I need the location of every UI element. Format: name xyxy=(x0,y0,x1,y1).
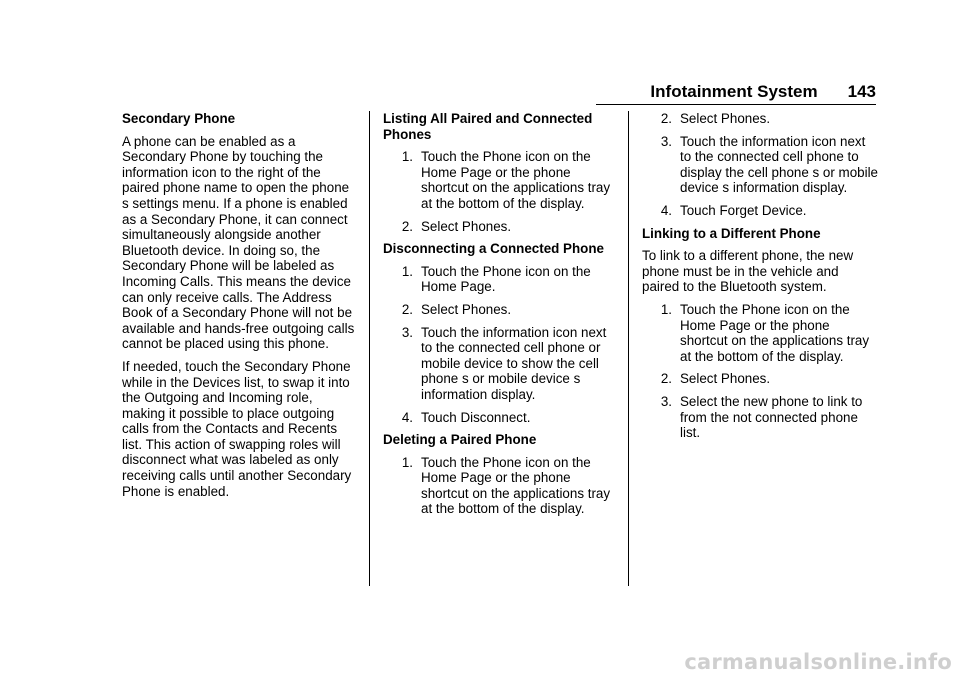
step-text: Touch the information icon next to the connected cell phone or mobile device to show the cell phone s or mobile device s information display. xyxy=(421,324,607,402)
step-text: Select Phones. xyxy=(421,218,512,234)
step-text: Touch the information icon next to the connected cell phone to display the cell phone s or mobile device s information display. xyxy=(680,133,878,196)
step-text: Select Phones. xyxy=(680,111,771,126)
step-text: Touch the Phone icon on the Home Page. xyxy=(421,263,591,295)
step-number: 3. xyxy=(660,133,672,149)
list-item xyxy=(642,302,878,364)
column-2 xyxy=(383,111,619,524)
step-number: 2. xyxy=(660,111,672,126)
list-item xyxy=(642,203,878,219)
step-number: 2. xyxy=(401,218,413,234)
step-number: 1. xyxy=(660,301,672,317)
header-rule xyxy=(596,104,876,105)
step-text: Select Phones. xyxy=(680,371,771,387)
step-number: 3. xyxy=(401,324,413,340)
list-item xyxy=(383,149,619,211)
section-heading: Disconnecting a Connected Phone xyxy=(383,241,604,257)
column-divider xyxy=(628,111,629,586)
column-1 xyxy=(122,111,358,506)
step-list xyxy=(383,264,619,425)
step-list xyxy=(383,149,619,234)
page-header xyxy=(596,82,876,102)
step-list xyxy=(383,455,619,517)
section-heading: Deleting a Paired Phone xyxy=(383,432,537,448)
step-number: 4. xyxy=(660,202,672,218)
step-number: 2. xyxy=(401,301,413,317)
section-title: Infotainment System xyxy=(650,82,818,101)
step-number: 1. xyxy=(401,149,413,165)
step-number: 4. xyxy=(401,409,413,425)
list-item xyxy=(383,264,619,295)
step-text: Select the new phone to link to from the not connected phone list. xyxy=(680,393,863,441)
step-number: 2. xyxy=(660,371,672,387)
step-text: Touch the Phone icon on the Home Page or the phone shortcut on the applications tray at the bottom of the display. xyxy=(421,149,611,211)
step-text: Touch Disconnect. xyxy=(421,409,531,425)
page-number: 143 xyxy=(847,82,876,101)
paragraph: If needed, touch the Secondary Phone while in the Devices list, to swap it into the Outgoing and Incoming role, making it possible to place outgoing calls from the Contacts and Recents list. This action of swapping roles will disconnect what was labeled as only receiving calls until another Secondary Phone is enabled. xyxy=(122,358,352,499)
step-list xyxy=(642,302,878,441)
list-item xyxy=(383,455,619,517)
column-divider xyxy=(369,111,370,586)
list-item xyxy=(642,371,878,387)
step-number: 1. xyxy=(401,263,413,279)
step-text: Touch the Phone icon on the Home Page or the phone shortcut on the applications tray at the bottom of the display. xyxy=(421,454,611,517)
list-item xyxy=(383,410,619,426)
list-item xyxy=(642,134,878,196)
step-number: 3. xyxy=(660,393,672,409)
paragraph: To link to a different phone, the new phone must be in the vehicle and paired to the Bluetooth system. xyxy=(642,248,854,295)
step-text: Select Phones. xyxy=(421,301,512,317)
section-heading: Listing All Paired and Connected Phones xyxy=(383,111,593,142)
step-text: Touch Forget Device. xyxy=(680,202,807,218)
list-item xyxy=(383,302,619,318)
list-item xyxy=(642,111,878,127)
column-3 xyxy=(642,111,878,448)
step-text: Touch the Phone icon on the Home Page or the phone shortcut on the applications tray at the bottom of the display. xyxy=(680,301,870,364)
list-item xyxy=(383,219,619,235)
section-heading: Secondary Phone xyxy=(122,111,236,126)
step-list-continued xyxy=(642,111,878,219)
watermark-text: carmanualsonline.info xyxy=(684,650,952,674)
list-item xyxy=(383,325,619,403)
paragraph: A phone can be enabled as a Secondary Phone by touching the information icon to the right of the paired phone name to open the phone s settings menu. If a phone is enabled as a Secondary Phone, it can connect simultaneously alongside another Bluetooth device. In doing so, the Secondary Phone will be labeled as Incoming Calls. This means the device can only receive calls. The Address Book of a Secondary Phone will not be available and hands-free outgoing calls cannot be placed using this phone. xyxy=(122,133,355,352)
step-number: 1. xyxy=(401,454,413,470)
list-item xyxy=(642,394,878,441)
section-heading: Linking to a Different Phone xyxy=(642,225,821,241)
